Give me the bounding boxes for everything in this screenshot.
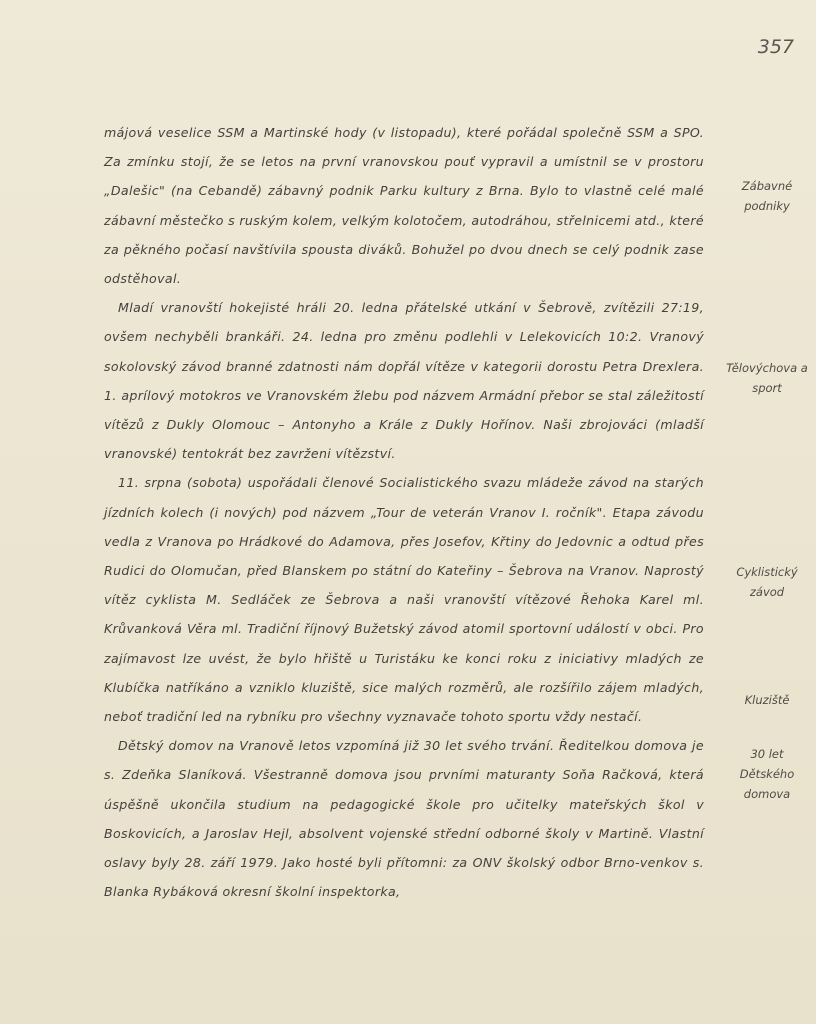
- margin-note-entertainment: Zábavné podniky: [741, 179, 793, 213]
- handwritten-body: [104, 118, 704, 906]
- margin-note-ice-rink: Kluziště: [744, 693, 790, 707]
- margin-note-cycling: Cyklistický závod: [736, 565, 798, 599]
- paragraph-entertainment: májová veselice SSM a Martinské hody (v listopadu), které pořádal společně SSM a SPO. Za zmínku stojí, že se letos na první vranovskou pouť vypravil a umístnil se v prostoru „Dalešic" (na Cebandě) zábavný podnik Parku kultury z Brna. Bylo to vlastně celé malé zábavní městečko s ruským kolem, velkým kolotočem, autodráhou, střelnicemi atd., které za pěkného počasí navštívila spousta diváků. Bohužel po dvou dnech se celý podnik zase odstěhoval.: [104, 125, 704, 287]
- margin-note-childrens-home: 30 let Dětského domova: [739, 747, 795, 801]
- paragraph-cycling: 11. srpna (sobota) uspořádali členové Socialistického svazu mládeže závod na starých jízdních kolech (i nových) pod názvem „Tour de veterán Vranov I. ročník". Etapa závodu vedla z Vranova po Hrádkové do Adamova, přes Josefov, Křtiny do Jedovnic a odtud přes Rudici do Olomučan, před Blanskem po státní do Kateřiny – Šebrova na Vranov. Naprostý vítěz cyklista M. Sedláček ze Šebrova a naši vranovští vítězové Řehoka Karel ml. Krůvanková Věra ml. Tradiční říjnový Bužetský závod atomil sportovní událostí v obci. Pro zajímavost lze uvést, že bylo hřiště u Turistáku ke konci roku z iniciativy mladých ze Klubíčka natříkáno a vzniklo kluziště, sice malých rozměrů, ale rozšířilo zájem mladých, neboť tradiční led na rybníku pro všechny vyznavače tohoto sportu vždy nestačí.: [104, 475, 704, 725]
- paragraph-sport: Mladí vranovští hokejisté hráli 20. ledna přátelské utkání v Šebrově, zvítězili 27:19, ovšem nechyběli brankáři. 24. ledna pro změnu podlehli v Lelekovicích 10:2. Vranový sokolovský závod branné zdatnosti nám dopřál vítěze v kategorii dorostu Petra Drexlera. 1. aprílový motokros ve Vranovském žlebu pod názvem Armádní přebor se stal záležitostí vítězů z Dukly Olomouc – Antonyho a Krále z Dukly Hořínov. Naši zbrojováci (mladší vranovské) tentokrát bez zavrženi vítězství.: [104, 300, 704, 462]
- page-number: 357: [757, 36, 794, 58]
- paragraph-childrens-home: Dětský domov na Vranově letos vzpomíná již 30 let svého trvání. Ředitelkou domova je s. Zdeňka Slaníková. Všestranně domova jsou prvními maturanty Soňa Račková, která úspěšně ukončila studium na pedagogické škole pro učitelky mateřských škol v Boskovicích, a Jaroslav Hejl, absolvent vojenské střední odborné školy v Martině. Vlastní oslavy byly 28. září 1979. Jako hosté byli přítomni: za ONV školský odbor Brno-venkov s. Blanka Rybáková okresní školní inspektorka,: [104, 738, 704, 900]
- margin-note-sport: Tělovýchova a sport: [726, 361, 808, 395]
